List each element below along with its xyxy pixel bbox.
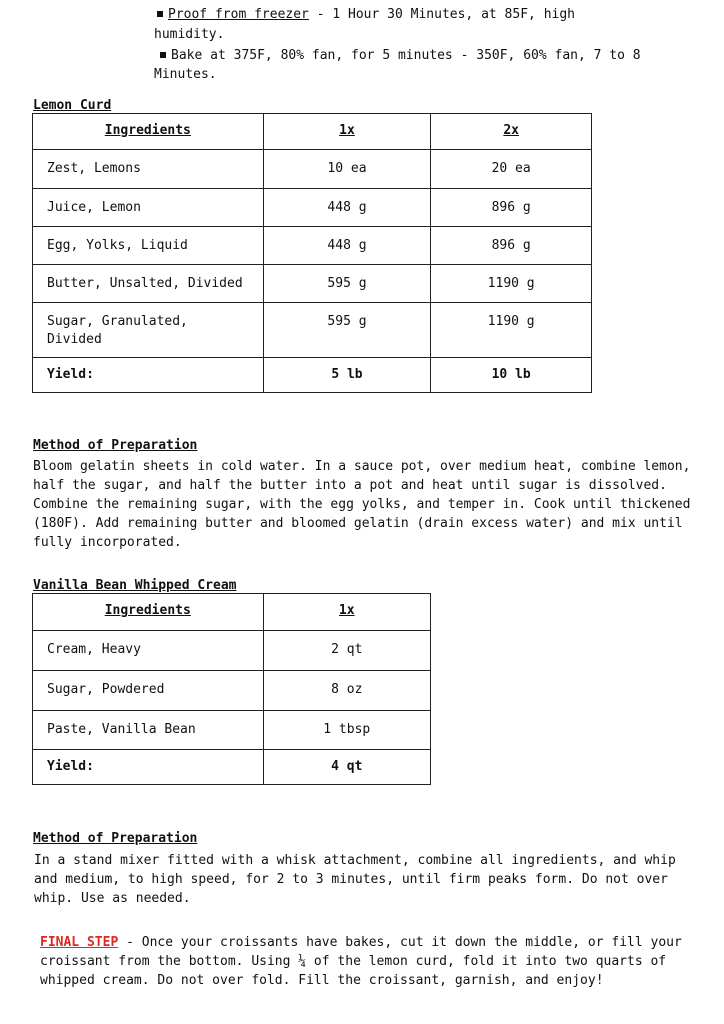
- amount-1x: 8 oz: [331, 682, 363, 697]
- amount-2x: 896 g: [491, 238, 531, 253]
- proof-step-label: Proof from freezer: [168, 7, 309, 22]
- yield-label: Yield:: [47, 367, 94, 382]
- whipped-cream-table: [32, 593, 431, 785]
- amount-2x: 1190 g: [487, 276, 535, 291]
- ingredient-name: Cream, Heavy: [47, 642, 141, 657]
- table-header-row: [33, 594, 431, 631]
- final-step: FINAL STEP - Once your croissants have bakes, cut it down the middle, or fill your croissant from the bottom. Using ¼ of the lemon curd, fold it into two quarts of whipped cream. Do not over fold. Fill the croissant, garnish, and enjoy!: [40, 935, 682, 988]
- ingredient-name: Egg, Yolks, Liquid: [47, 238, 188, 253]
- table-row: [33, 189, 592, 227]
- amount-1x: 595 g: [327, 276, 367, 291]
- yield-row: [33, 358, 592, 393]
- amount-1x: 448 g: [327, 238, 367, 253]
- yield-row: [33, 750, 431, 785]
- header-1x: 1x: [263, 114, 431, 150]
- bake-step-continued: Minutes.: [154, 67, 217, 82]
- proof-step: [157, 5, 575, 24]
- table-row: [33, 265, 592, 303]
- yield-1x: 4 qt: [331, 759, 363, 774]
- table-row: [33, 227, 592, 265]
- table-header-row: [33, 114, 592, 150]
- bullet-icon: [157, 11, 163, 17]
- lemon-curd-table: [32, 113, 592, 393]
- ingredient-name: Juice, Lemon: [47, 200, 141, 215]
- ingredient-name: Sugar, Powdered: [47, 682, 165, 697]
- lemon-curd-title: Lemon Curd: [33, 98, 112, 113]
- cream-method-text: In a stand mixer fitted with a whisk attachment, combine all ingredients, and whip and medium, to high speed, for 2 to 3 minutes, until firm peaks form. Do not over whip. Use as needed.: [34, 853, 676, 906]
- ingredient-name: Butter, Unsalted, Divided: [47, 276, 243, 291]
- proof-step-continued: humidity.: [154, 27, 225, 42]
- final-step-label: FINAL STEP: [40, 935, 119, 950]
- ingredient-name: Zest, Lemons: [47, 161, 141, 176]
- amount-1x: 448 g: [327, 200, 367, 215]
- ingredient-name: Sugar, Granulated, Divided: [47, 314, 188, 347]
- table-row: [33, 303, 592, 358]
- amount-2x: 896 g: [491, 200, 531, 215]
- yield-1x: 5 lb: [331, 367, 363, 382]
- amount-2x: 20 ea: [491, 161, 531, 176]
- header-2x: 2x: [431, 114, 592, 150]
- final-step-text: - Once your croissants have bakes, cut it down the middle, or fill your: [118, 935, 682, 950]
- yield-label: Yield:: [47, 759, 94, 774]
- amount-1x: 2 qt: [331, 642, 363, 657]
- proof-step-text: - 1 Hour 30 Minutes, at 85F, high: [308, 7, 575, 22]
- table-row: [33, 150, 592, 189]
- bullet-icon: [160, 52, 166, 58]
- ingredient-name: Paste, Vanilla Bean: [47, 722, 196, 737]
- bake-step: [160, 46, 641, 65]
- amount-1x: 595 g: [327, 314, 367, 329]
- lemon-method-title: Method of Preparation: [33, 438, 198, 453]
- yield-2x: 10 lb: [491, 367, 531, 382]
- amount-1x: 10 ea: [327, 161, 367, 176]
- cream-method-title: Method of Preparation: [33, 831, 198, 846]
- whipped-cream-title: Vanilla Bean Whipped Cream: [33, 578, 237, 593]
- header-ingredients: Ingredients: [33, 594, 264, 631]
- header-1x: 1x: [263, 594, 431, 631]
- amount-1x: 1 tbsp: [323, 722, 371, 737]
- header-ingredients: Ingredients: [33, 114, 264, 150]
- lemon-method-text: Bloom gelatin sheets in cold water. In a sauce pot, over medium heat, combine lemon, half the sugar, and half the butter into a pot and heat until sugar is dissolved. Combine the remaining sugar, with the egg yolks, and temper in. Cook until thickened (180F). Add remaining butter and bloomed gelatin (drain excess water) and mix until fully incorporated.: [33, 459, 691, 550]
- bake-step-text: Bake at 375F, 80% fan, for 5 minutes - 350F, 60% fan, 7 to 8: [171, 48, 641, 63]
- table-row: [33, 631, 431, 671]
- amount-2x: 1190 g: [487, 314, 535, 329]
- table-row: [33, 711, 431, 750]
- table-row: [33, 671, 431, 711]
